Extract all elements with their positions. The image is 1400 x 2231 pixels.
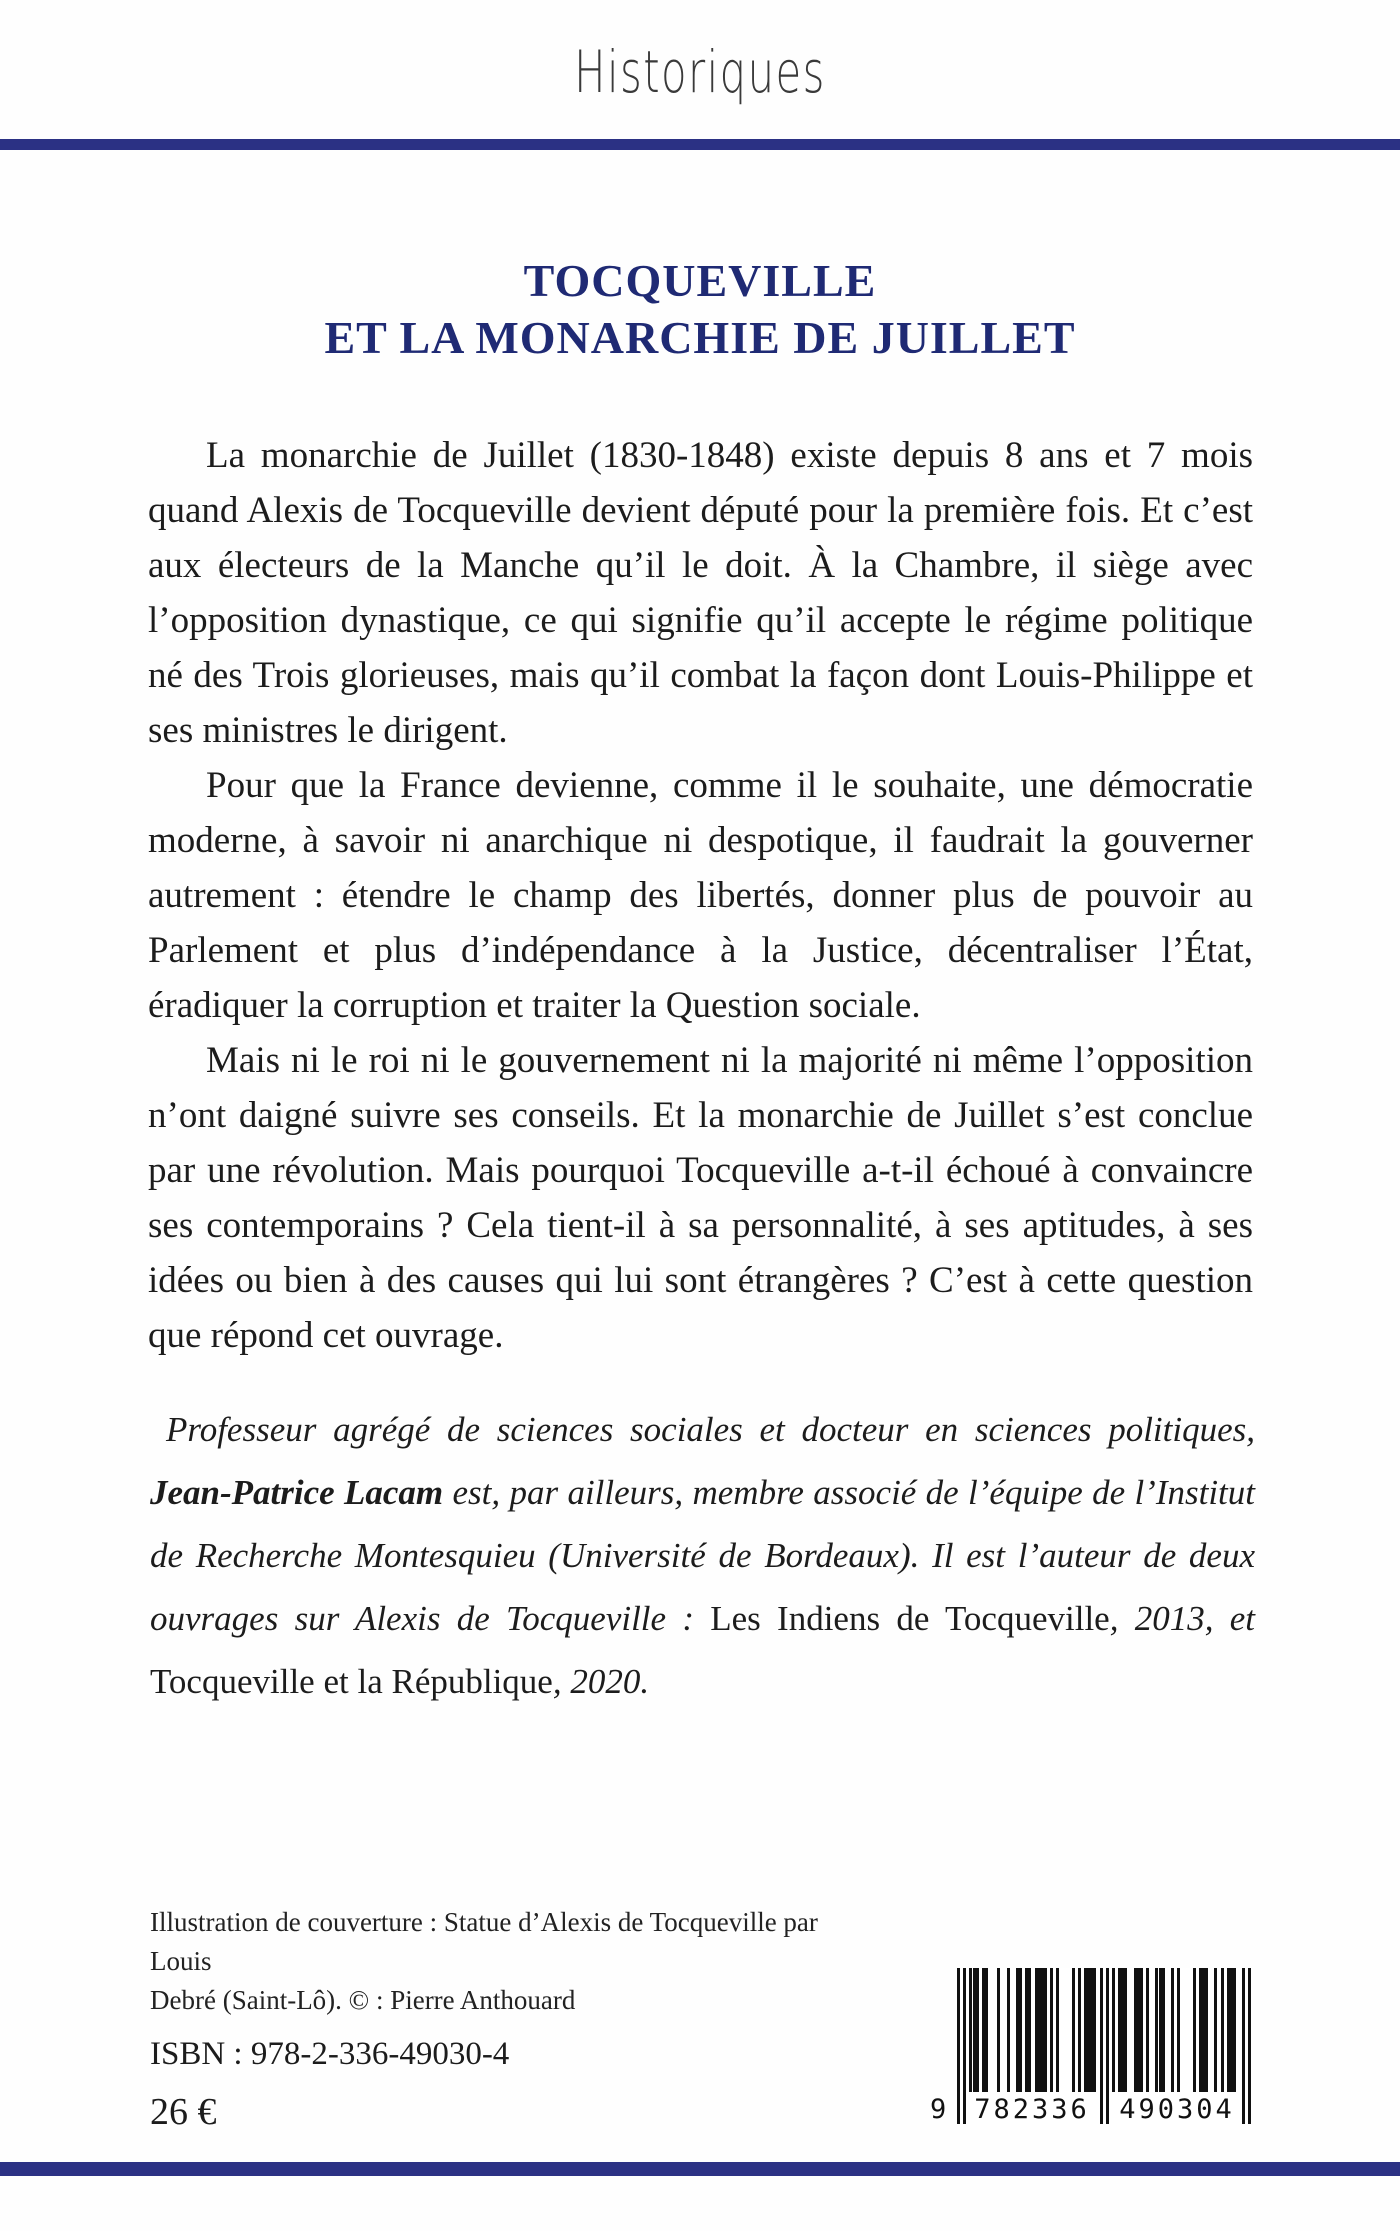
title-line-1: TOCQUEVILLE bbox=[523, 255, 877, 306]
barcode-digits bbox=[930, 2092, 1252, 2128]
credit-line-1: Illustration de couverture : Statue d’Alexis de Tocqueville par Louis bbox=[150, 1907, 818, 1976]
title-line-2: ET LA MONARCHIE DE JUILLET bbox=[324, 312, 1076, 363]
synopsis bbox=[148, 428, 1253, 1363]
ean13-barcode bbox=[930, 1968, 1252, 2130]
book-reference-1: Les Indiens de Tocqueville bbox=[710, 1599, 1110, 1638]
book-title bbox=[0, 252, 1400, 366]
credit-line-2: Debré (Saint-Lô). © : Pierre Anthouard bbox=[150, 1985, 576, 2015]
book-reference-2: Tocqueville et la République bbox=[150, 1662, 553, 1701]
cover-credit bbox=[150, 1903, 830, 2020]
synopsis-paragraph-3: Mais ni le roi ni le gouvernement ni la majorité ni même l’opposition n’ont daigné suivre ses conseils. Et la monarchie de Juillet s’est conclue par une révolution. Mais pourquoi Tocqueville a-t-il échoué à convaincre ses contemporains ? Cela tient-il à sa personnalité, à ses aptitudes, à ses idées ou bien à des causes qui lui sont étrangères ? C’est à cette question que répond cet ouvrage. bbox=[148, 1040, 1253, 1356]
barcode-digits-left: 782336 bbox=[974, 2094, 1090, 2125]
isbn: ISBN : 978-2-336-49030-4 bbox=[150, 2036, 510, 2072]
top-rule bbox=[0, 139, 1400, 150]
bio-affiliation: est, par ailleurs, membre associé de l’équipe de l’Institut de Recherche Montesquieu (Université de Bordeaux). Il est l’auteur de deux ouvrages sur Alexis de Tocqueville : bbox=[150, 1473, 1255, 1638]
collection-logo: Historiques bbox=[574, 38, 826, 106]
book-reference-2-year: , 2020. bbox=[552, 1662, 650, 1701]
author-bio bbox=[150, 1398, 1255, 1713]
synopsis-paragraph-1: La monarchie de Juillet (1830-1848) existe depuis 8 ans et 7 mois quand Alexis de Tocqueville devient député pour la première fois. Et c’est aux électeurs de la Manche qu’il le doit. À la Chambre, il siège avec l’opposition dynastique, ce qui signifie qu’il accepte le régime politique né des Trois glorieuses, mais qu’il combat la façon dont Louis-Philippe et ses ministres le dirigent. bbox=[148, 435, 1253, 751]
bio-intro: Professeur agrégé de sciences sociales et docteur en sciences politiques, bbox=[166, 1410, 1255, 1449]
price: 26 € bbox=[150, 2091, 217, 2133]
barcode-digit-first: 9 bbox=[930, 2094, 947, 2125]
synopsis-paragraph-2: Pour que la France devienne, comme il le souhaite, une démocratie moderne, à savoir ni anarchique ni despotique, il faudrait la gouverner autrement : étendre le champ des libertés, donner plus de pouvoir au Parlement et plus d’indépendance à la Justice, décentraliser l’État, éradiquer la corruption et traiter la Question sociale. bbox=[148, 765, 1253, 1026]
bottom-rule bbox=[0, 2162, 1400, 2176]
author-name: Jean-Patrice Lacam bbox=[150, 1473, 444, 1512]
book-reference-1-year: , 2013, et bbox=[1109, 1599, 1255, 1638]
barcode-digits-right: 490304 bbox=[1119, 2094, 1235, 2125]
